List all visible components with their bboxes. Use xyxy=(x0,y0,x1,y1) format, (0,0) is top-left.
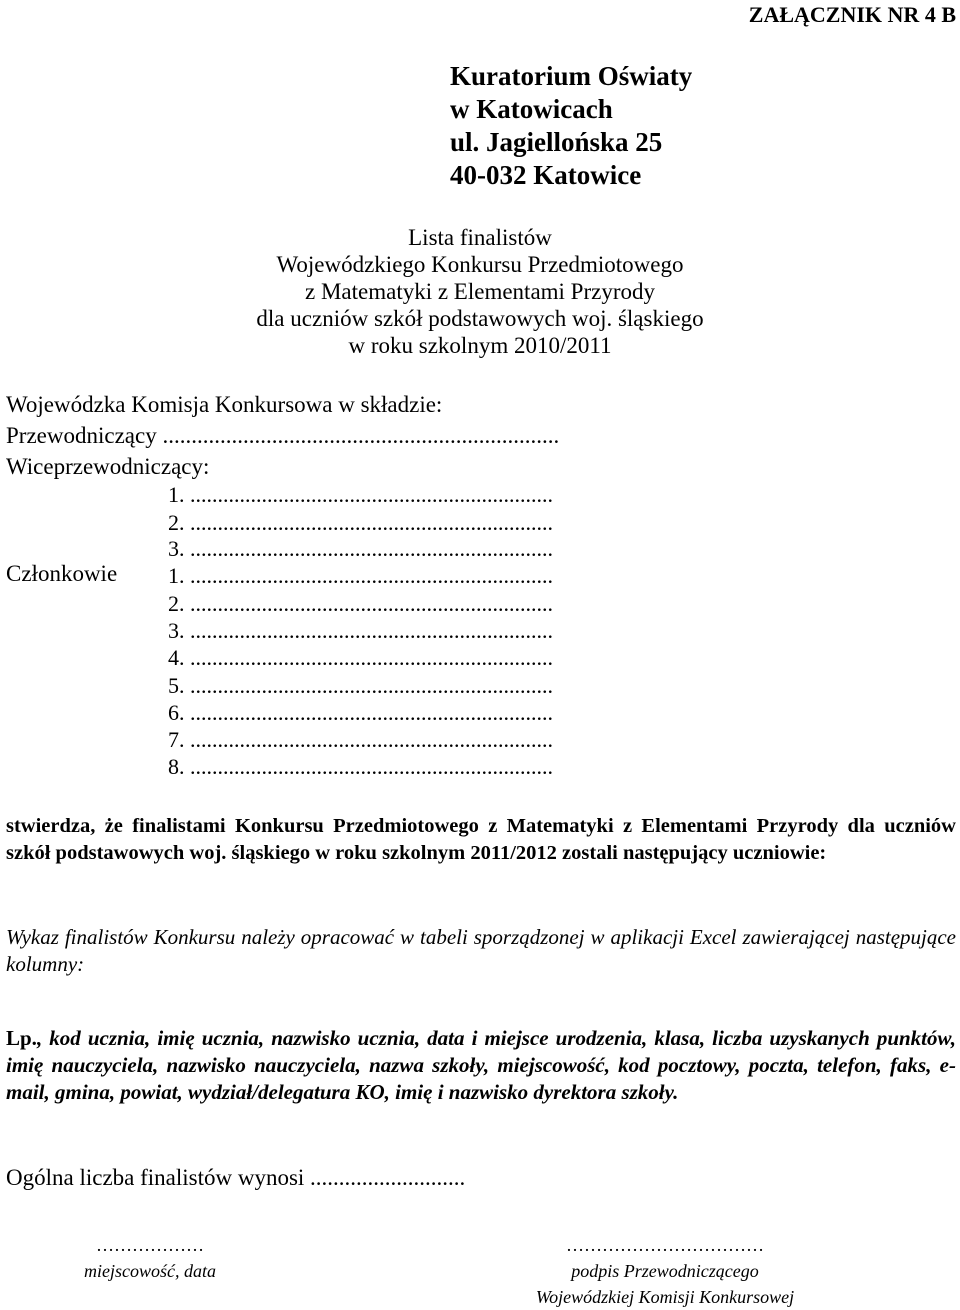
columns-lead: Lp. xyxy=(6,1026,37,1050)
chair-line: Przewodniczący ..................................................................... xyxy=(6,423,560,448)
addressee-line: 40-032 Katowice xyxy=(450,160,642,190)
signature-left-label: miejscowość, data xyxy=(84,1261,216,1281)
vice-chair-line: 1. .................................................................. xyxy=(168,482,553,507)
member-line: 2. .................................................................. xyxy=(168,591,553,616)
title-line: Lista finalistów xyxy=(408,225,552,250)
instruction-paragraph: Wykaz finalistów Konkursu należy opracować w tabeli sporządzonej w aplikacji Excel zawierającej następujące kolumny: xyxy=(6,925,956,976)
vice-chair-line: 3. .................................................................. xyxy=(168,536,553,561)
title-line: Wojewódzkiego Konkursu Przedmiotowego xyxy=(276,252,684,277)
vice-chair-line: 2. .................................................................. xyxy=(168,510,553,535)
members-label: Członkowie xyxy=(6,561,118,586)
member-line: 5. .................................................................. xyxy=(168,673,553,698)
member-line: 6. .................................................................. xyxy=(168,700,553,725)
title-line: dla uczniów szkół podstawowych woj. śląskiego xyxy=(256,306,704,331)
signature-right-dots: …………………………… xyxy=(566,1235,764,1255)
signature-right-label-1: podpis Przewodniczącego xyxy=(571,1261,759,1281)
document-title xyxy=(0,224,960,359)
member-line: 4. .................................................................. xyxy=(168,645,553,670)
total-finalists-line: Ogólna liczba finalistów wynosi ........................... xyxy=(6,1165,466,1190)
signature-left-dots: ……………… xyxy=(96,1235,204,1255)
title-line: z Matematyki z Elementami Przyrody xyxy=(305,279,655,304)
statement-paragraph: stwierdza, że finalistami Konkursu Przedmiotowego z Matematyki z Elementami Przyrody dla uczniów szkół podstawowych woj. śląskiego w roku szkolnym 2011/2012 zostali następujący uczniowie: xyxy=(6,815,956,864)
signature-right xyxy=(500,1232,830,1310)
vice-chair-label: Wiceprzewodniczący: xyxy=(6,454,210,479)
member-line: 1. .................................................................. xyxy=(168,563,553,588)
annex-label: ZAŁĄCZNIK NR 4 B xyxy=(748,2,956,27)
signature-right-label-2: Wojewódzkiej Komisji Konkursowej xyxy=(535,1287,795,1307)
title-line: w roku szkolnym 2010/2011 xyxy=(348,333,612,358)
member-line: 3. .................................................................. xyxy=(168,618,553,643)
addressee-line: w Katowicach xyxy=(450,94,613,124)
columns-list: , kod ucznia, imię ucznia, nazwisko ucznia, data i miejsce urodzenia, klasa, liczba uzyskanych punktów, imię nauczyciela, nazwisko nauczyciela, nazwa szkoły, miejscowość, kod pocztowy, poczta, telefon, faks, e-mail, gmina, powiat, wydział/delegatura KO, imię i nazwisko dyrektora szkoły. xyxy=(6,1026,956,1104)
addressee-line: ul. Jagiellońska 25 xyxy=(450,127,663,157)
member-line: 8. .................................................................. xyxy=(168,754,553,779)
addressee-line: Kuratorium Oświaty xyxy=(450,61,693,91)
commission-heading: Wojewódzka Komisja Konkursowa w składzie: xyxy=(6,392,443,417)
member-line: 7. .................................................................. xyxy=(168,727,553,752)
signature-left xyxy=(40,1232,260,1284)
columns-paragraph xyxy=(6,1025,956,1106)
